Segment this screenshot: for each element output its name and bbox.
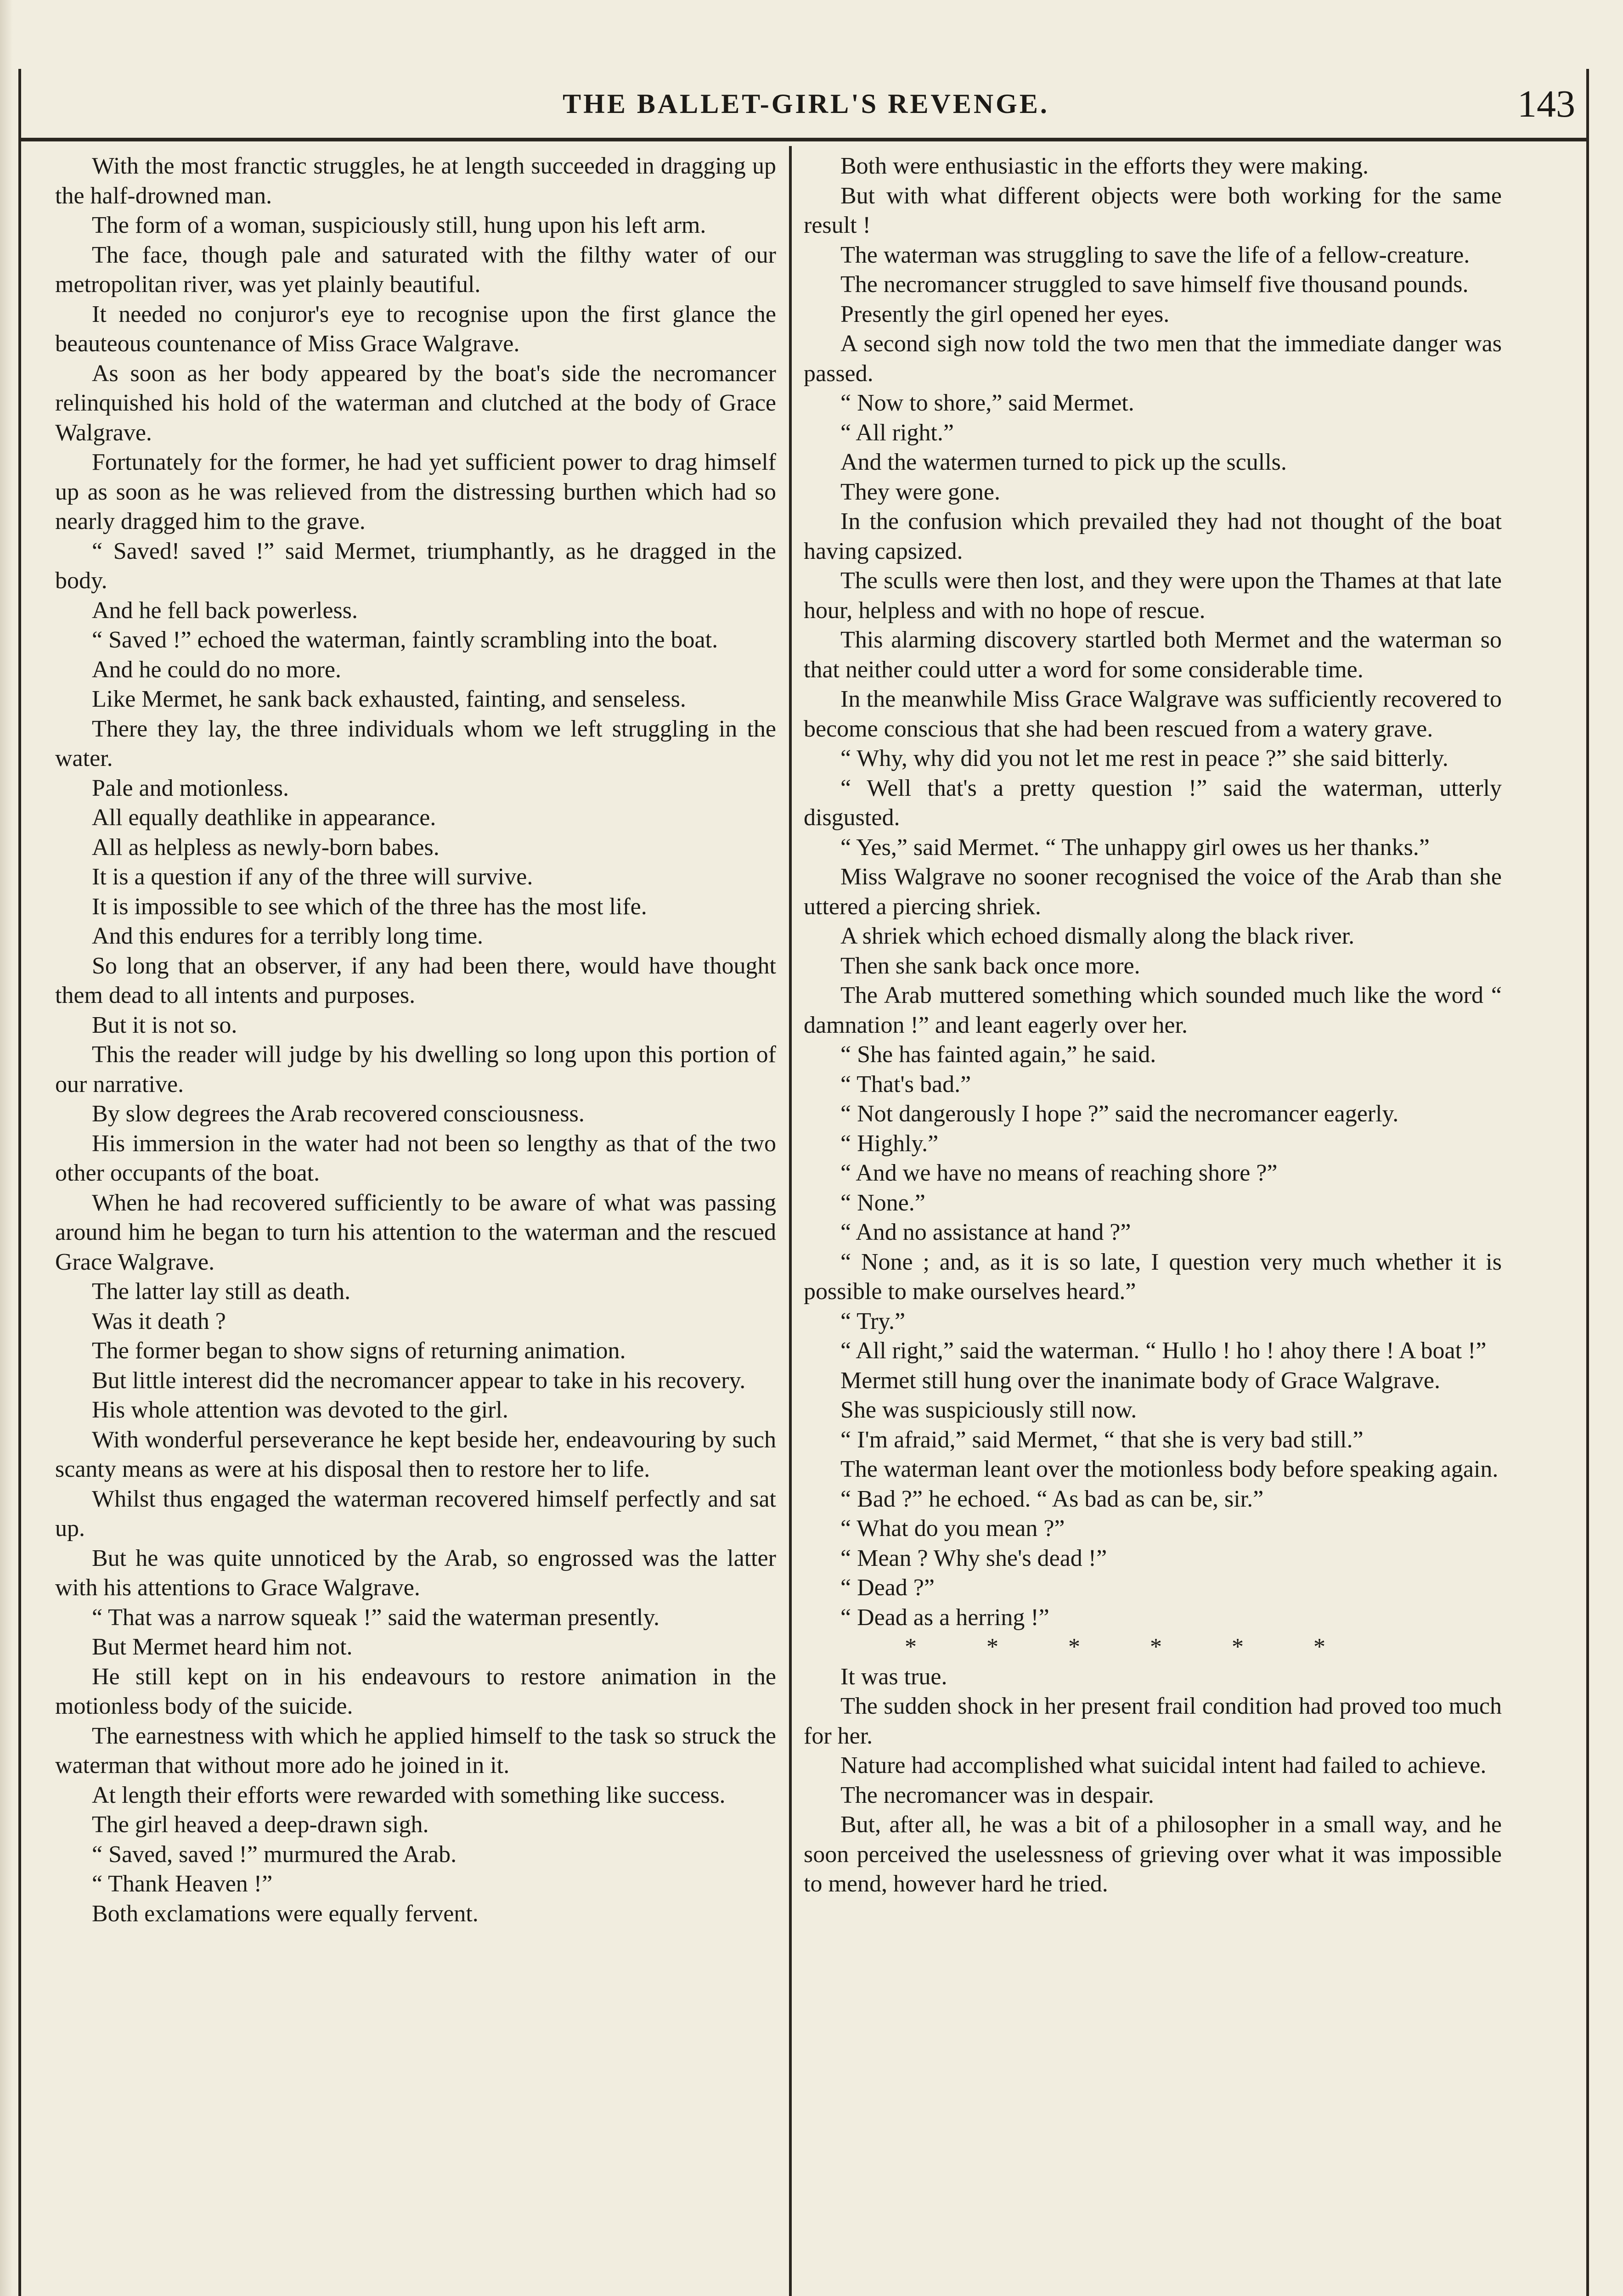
paragraph: They were gone. [840,478,1000,505]
paragraph: “ Saved! saved !” said Mermet, triumphantly, as he dragged in the body. [55,538,776,594]
paragraph: But little interest did the necromancer appear to take in his recovery. [92,1367,746,1394]
paragraph: The latter lay still as death. [92,1278,351,1305]
paragraph: “ All right.” [840,419,954,446]
paragraph: “ Why, why did you not let me rest in peace ?” she said bitterly. [840,745,1448,771]
paragraph: The earnestness with which he applied himself to the task so struck the waterman that without more ado he joined in it. [55,1722,776,1778]
paragraph: Mermet still hung over the inanimate body of Grace Walgrave. [840,1367,1440,1394]
page-edge [0,0,13,2296]
paragraph: There they lay, the three individuals whom we left struggling in the water. [55,715,776,771]
paragraph: It is impossible to see which of the three has the most life. [92,893,647,920]
paragraph: “ Try.” [840,1308,906,1334]
paragraph: So long that an observer, if any had been there, would have thought them dead to all intents and purposes. [55,952,776,1008]
paragraph: And this endures for a terribly long time. [92,923,484,949]
running-head [28,78,1584,133]
paragraph: He still kept on in his endeavours to restore animation in the motionless body of the suicide. [55,1663,776,1719]
paragraph: “ That's bad.” [840,1071,971,1097]
paragraph: As soon as her body appeared by the boat's side the necromancer relinquished his hold of the waterman and clutched at the body of Grace Walgrave. [55,360,776,446]
paragraph: The necromancer struggled to save himself five thousand pounds. [840,271,1469,298]
paragraph: Pale and motionless. [92,775,289,801]
paragraph: A shriek which echoed dismally along the black river. [840,923,1355,949]
paragraph: And he fell back powerless. [92,597,358,624]
paragraph: “ None ; and, as it is so late, I question very much whether it is possible to make ourselves heard.” [804,1249,1502,1305]
paragraph: Both were enthusiastic in the efforts they were making. [840,153,1369,179]
right-column [804,152,1502,1899]
paragraph: “ Dead ?” [840,1575,935,1601]
paragraph: It is a question if any of the three will survive. [92,864,533,890]
paragraph: But it is not so. [92,1012,237,1038]
paragraph: This the reader will judge by his dwelling so long upon this portion of our narrative. [55,1041,776,1097]
paragraph: “ Dead as a herring !” [840,1604,1049,1631]
paragraph: “ Mean ? Why she's dead !” [840,1545,1107,1571]
paragraph: In the meanwhile Miss Grace Walgrave was sufficiently recovered to become conscious that she had been rescued from a watery grave. [804,686,1502,742]
paragraph: “ What do you mean ?” [840,1515,1065,1542]
paragraph: All as helpless as newly-born babes. [92,834,440,861]
paragraph: But he was quite unnoticed by the Arab, so engrossed was the latter with his attentions to Grace Walgrave. [55,1545,776,1601]
paragraph: Presently the girl opened her eyes. [840,301,1170,327]
paragraph: “ And no assistance at hand ?” [840,1219,1131,1245]
paragraph: Nature had accomplished what suicidal intent had failed to achieve. [840,1752,1487,1778]
paragraph: Both exclamations were equally fervent. [92,1900,479,1927]
paragraph: It needed no conjuror's eye to recognise upon the first glance the beauteous countenance of Miss Grace Walgrave. [55,301,776,357]
paragraph: The waterman leant over the motionless body before speaking again. [840,1456,1499,1482]
paragraph: “ That was a narrow squeak !” said the waterman presently. [92,1604,659,1631]
paragraph: A second sigh now told the two men that the immediate danger was passed. [804,331,1502,387]
header-rule [21,138,1586,141]
running-title: THE BALLET-GIRL'S REVENGE. [563,89,1049,119]
paragraph: She was suspiciously still now. [840,1397,1137,1423]
paragraph: “ Well that's a pretty question !” said the waterman, utterly disgusted. [804,775,1502,831]
paragraph: “ I'm afraid,” said Mermet, “ that she is very bad still.” [840,1426,1364,1453]
paragraph: It was true. [840,1663,947,1690]
paragraph: With the most franctic struggles, he at length succeeded in dragging up the half-drowned man. [55,153,776,209]
section-break: * * * * * * [905,1634,1326,1660]
paragraph: The girl heaved a deep-drawn sigh. [92,1812,429,1838]
paragraph: But Mermet heard him not. [92,1634,353,1660]
paragraph: The necromancer was in despair. [840,1782,1154,1808]
paragraph: “ None.” [840,1189,925,1216]
paragraph: Whilst thus engaged the waterman recovered himself perfectly and sat up. [55,1486,776,1542]
paragraph: “ Thank Heaven !” [92,1871,273,1897]
paragraph: But, after all, he was a bit of a philosopher in a small way, and he soon perceived the uselessness of grieving over what it was impossible to mend, however hard he tried. [804,1812,1502,1897]
paragraph: The former began to show signs of returning animation. [92,1338,626,1364]
paragraph: “ Now to shore,” said Mermet. [840,390,1134,416]
paragraph: His whole attention was devoted to the girl. [92,1397,508,1423]
left-column [55,152,776,1929]
paragraph: The face, though pale and saturated with the filthy water of our metropolitan river, was yet plainly beautiful. [55,242,776,298]
paragraph: This alarming discovery startled both Mermet and the waterman so that neither could utter a word for some considerable time. [804,627,1502,683]
paragraph: Like Mermet, he sank back exhausted, fainting, and senseless. [92,686,686,712]
page-number: 143 [1517,83,1575,125]
paragraph: At length their efforts were rewarded with something like success. [92,1782,726,1808]
paragraph: And the watermen turned to pick up the sculls. [840,449,1287,475]
paragraph: With wonderful perseverance he kept beside her, endeavouring by such scanty means as were at his disposal then to restore her to life. [55,1426,776,1482]
paragraph: But with what different objects were both working for the same result ! [804,182,1502,238]
paragraph: “ Highly.” [840,1130,939,1157]
paragraph: The waterman was struggling to save the life of a fellow-creature. [840,242,1470,268]
paragraph: The form of a woman, suspiciously still, hung upon his left arm. [92,212,706,238]
paragraph: All equally deathlike in appearance. [92,805,436,831]
paragraph: “ She has fainted again,” he said. [840,1041,1156,1068]
paragraph: By slow degrees the Arab recovered consciousness. [92,1101,585,1127]
paragraph: Miss Walgrave no sooner recognised the voice of the Arab than she uttered a piercing shriek. [804,864,1502,920]
paragraph: The sudden shock in her present frail condition had proved too much for her. [804,1693,1502,1749]
paragraph: When he had recovered sufficiently to be aware of what was passing around him he began to turn his attention to the waterman and the rescued Grace Walgrave. [55,1189,776,1275]
paragraph: “ Saved, saved !” murmured the Arab. [92,1841,457,1868]
paragraph: “ Not dangerously I hope ?” said the necromancer eagerly. [840,1101,1399,1127]
paragraph: The Arab muttered something which sounded much like the word “ damnation !” and leant eagerly over her. [804,982,1502,1038]
paragraph: “ And we have no means of reaching shore ?” [840,1160,1278,1186]
paragraph: The sculls were then lost, and they were upon the Thames at that late hour, helpless and with no hope of rescue. [804,568,1502,624]
paragraph: His immersion in the water had not been so lengthy as that of the two other occupants of the boat. [55,1130,776,1186]
paragraph: In the confusion which prevailed they had not thought of the boat having capsized. [804,508,1502,564]
column-divider [789,146,792,2296]
paragraph: “ All right,” said the waterman. “ Hullo ! ho ! ahoy there ! A boat !” [840,1338,1487,1364]
paragraph: And he could do no more. [92,656,342,683]
paragraph: Then she sank back once more. [840,952,1140,979]
paragraph: “ Saved !” echoed the waterman, faintly scrambling into the boat. [92,627,718,653]
paragraph: “ Bad ?” he echoed. “ As bad as can be, sir.” [840,1486,1264,1512]
paragraph: Was it death ? [92,1308,226,1334]
paragraph: “ Yes,” said Mermet. “ The unhappy girl owes us her thanks.” [840,834,1430,861]
paragraph: Fortunately for the former, he had yet sufficient power to drag himself up as soon as he was relieved from the distressing burthen which had so nearly dragged him to the grave. [55,449,776,535]
